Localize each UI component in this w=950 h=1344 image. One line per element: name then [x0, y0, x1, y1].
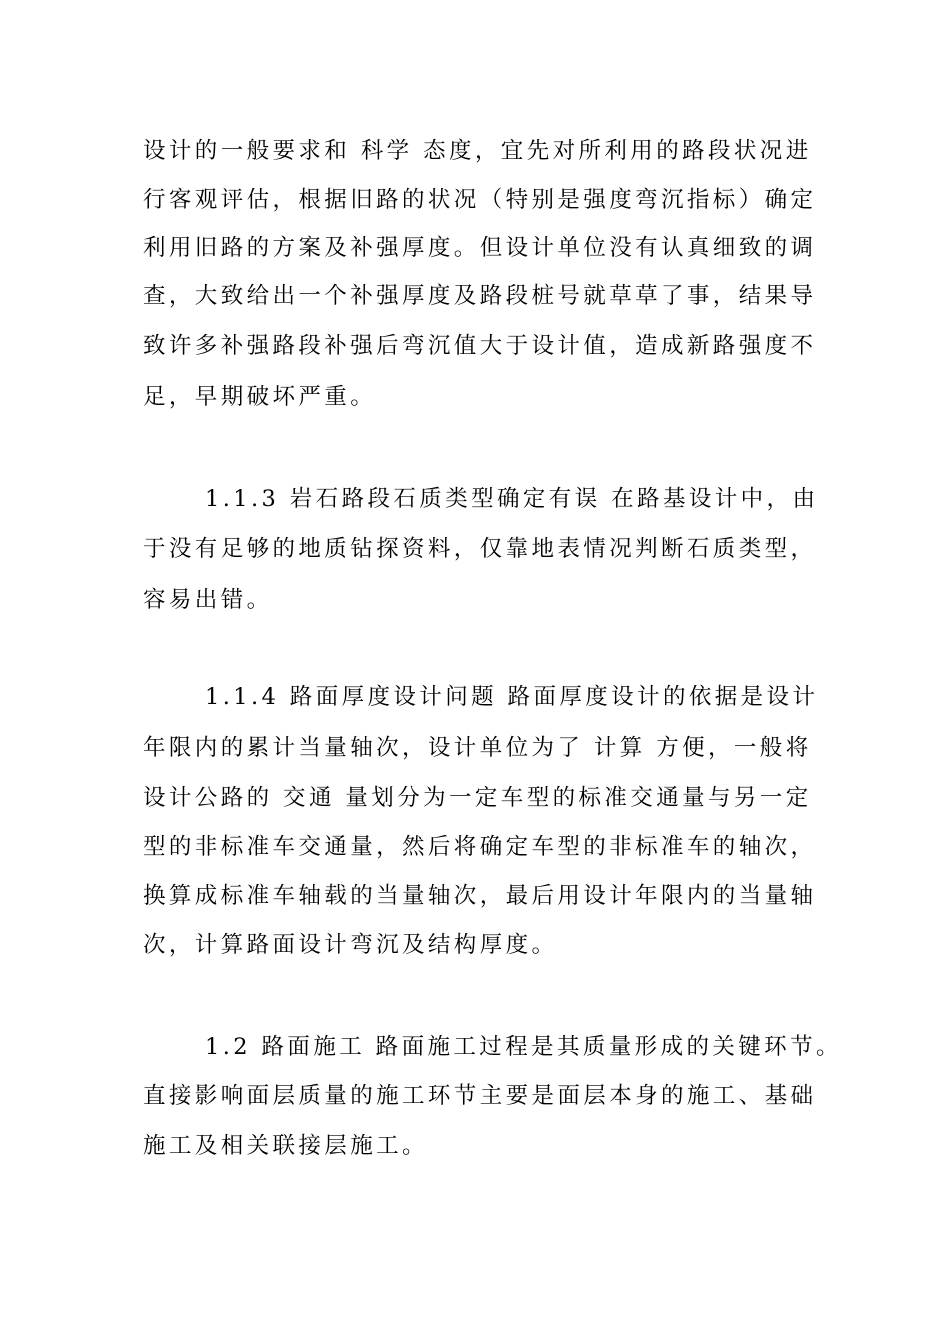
text-line: 足，早期破坏严重。: [143, 384, 377, 410]
text-line: 年限内的累计当量轴次，设计单位为了 计算 方便，一般将: [143, 735, 812, 761]
text-line: 利用旧路的方案及补强厚度。但设计单位没有认真细致的调: [143, 235, 817, 261]
text-line: 于没有足够的地质钻探资料，仅靠地表情况判断石质类型，: [143, 536, 817, 562]
text-line: 行客观评估，根据旧路的状况（特别是强度弯沉指标）确定: [143, 187, 817, 213]
section-heading-line: 1.1.3 岩石路段石质类型确定有误 在路基设计中，由: [205, 486, 819, 512]
text-line: 次，计算路面设计弯沉及结构厚度。: [143, 932, 558, 958]
text-line: 型的非标准车交通量，然后将确定车型的非标准车的轴次，: [143, 834, 817, 860]
text-line: 设计公路的 交通 量划分为一定车型的标准交通量与另一定: [143, 785, 812, 811]
text-line: 直接影响面层质量的施工环节主要是面层本身的施工、基础: [143, 1083, 817, 1109]
text-line: 施工及相关联接层施工。: [143, 1133, 428, 1159]
text-line: 设计的一般要求和 科学 态度，宜先对所利用的路段状况进: [143, 138, 812, 164]
section-heading-line: 1.2 路面施工 路面施工过程是其质量形成的关键环节。: [205, 1034, 842, 1060]
text-line: 致许多补强路段补强后弯沉值大于设计值，造成新路强度不: [143, 333, 817, 359]
section-heading-line: 1.1.4 路面厚度设计问题 路面厚度设计的依据是设计: [205, 684, 819, 710]
text-line: 容易出错。: [143, 587, 273, 613]
text-line: 查，大致给出一个补强厚度及路段桩号就草草了事，结果导: [143, 283, 817, 309]
text-line: 换算成标准车轴载的当量轴次，最后用设计年限内的当量轴: [143, 883, 817, 909]
